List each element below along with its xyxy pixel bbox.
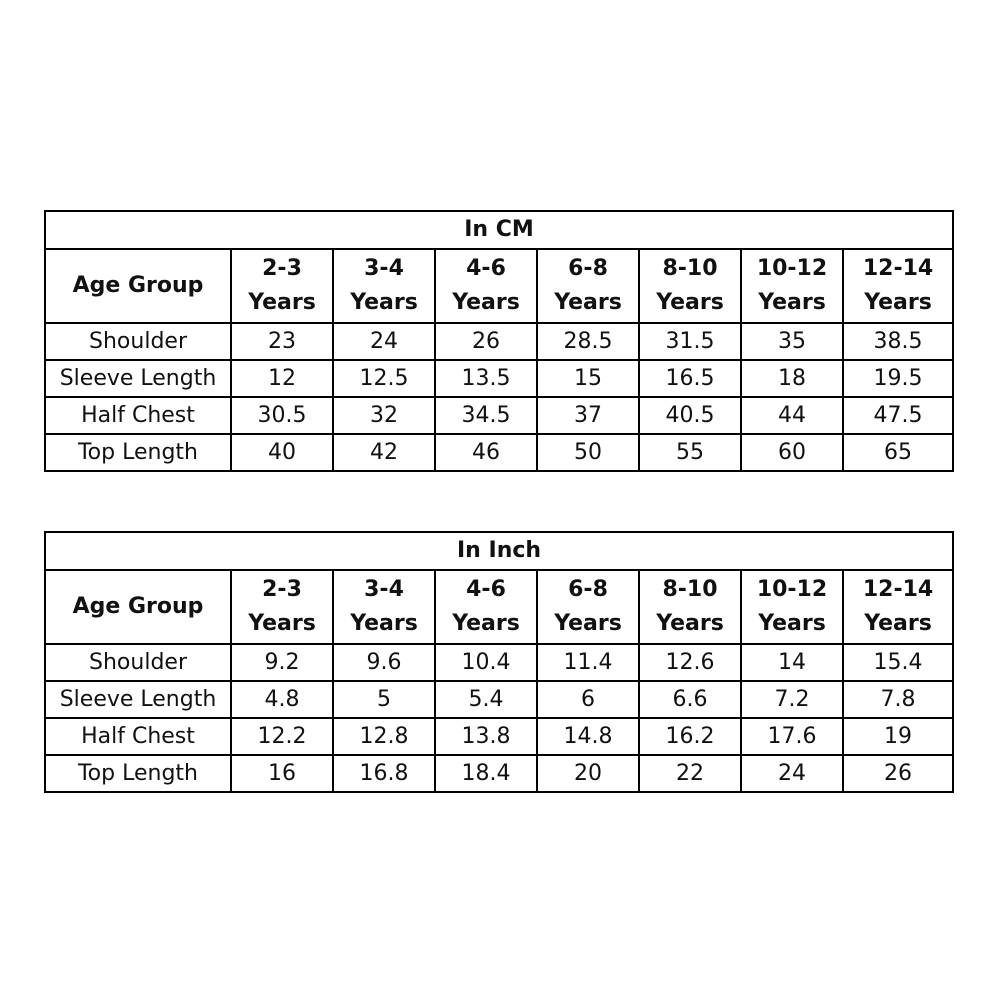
table-row: [45, 644, 953, 681]
table-cell: 12.6: [639, 644, 741, 681]
age-unit: Years: [248, 290, 316, 315]
table-cell: 9.2: [231, 644, 333, 681]
age-unit: Years: [452, 611, 520, 636]
age-unit: Years: [554, 290, 622, 315]
table-cell: 32: [333, 397, 435, 434]
age-unit: Years: [350, 290, 418, 315]
age-range: 4-6: [466, 256, 506, 281]
table-cell: 11.4: [537, 644, 639, 681]
table-cell: 20: [537, 755, 639, 792]
table-header-row: [45, 249, 953, 323]
table-cell: 13.8: [435, 718, 537, 755]
table-cell: 35: [741, 323, 843, 360]
age-unit: Years: [758, 290, 826, 315]
table-cell: 5: [333, 681, 435, 718]
age-unit: Years: [656, 611, 724, 636]
age-unit: Years: [864, 290, 932, 315]
table-cell: 10.4: [435, 644, 537, 681]
age-unit: Years: [248, 611, 316, 636]
table-cell: 14.8: [537, 718, 639, 755]
column-header: [639, 249, 741, 323]
table-cell: 6.6: [639, 681, 741, 718]
table-header-row: [45, 570, 953, 644]
column-header: [435, 570, 537, 644]
table-row: [45, 434, 953, 471]
age-range: 10-12: [756, 256, 828, 281]
table-cell: 42: [333, 434, 435, 471]
table-row: [45, 360, 953, 397]
column-header: [537, 249, 639, 323]
column-header: [231, 249, 333, 323]
table-cell: 17.6: [741, 718, 843, 755]
age-range: 12-14: [862, 256, 934, 281]
size-table-inch: [44, 531, 954, 793]
age-range: 8-10: [662, 577, 718, 602]
table-cell: 16: [231, 755, 333, 792]
age-range: 2-3: [262, 577, 302, 602]
table-title-row: [45, 211, 953, 249]
column-header: [843, 249, 953, 323]
column-header: [435, 249, 537, 323]
column-header: [843, 570, 953, 644]
age-group-header: Age Group: [45, 249, 231, 323]
row-label-top-length: Top Length: [45, 434, 231, 471]
table-cell: 46: [435, 434, 537, 471]
table-cell: 22: [639, 755, 741, 792]
table-cell: 16.2: [639, 718, 741, 755]
table-row: [45, 681, 953, 718]
column-header: [537, 570, 639, 644]
table-cell: 44: [741, 397, 843, 434]
table-cell: 50: [537, 434, 639, 471]
table-cell: 9.6: [333, 644, 435, 681]
age-unit: Years: [656, 290, 724, 315]
table-cell: 7.2: [741, 681, 843, 718]
table-cell: 24: [333, 323, 435, 360]
age-unit: Years: [554, 611, 622, 636]
table-row: [45, 397, 953, 434]
age-group-header: Age Group: [45, 570, 231, 644]
table-cell: 16.8: [333, 755, 435, 792]
table-cell: 31.5: [639, 323, 741, 360]
table-cell: 65: [843, 434, 953, 471]
table-title: In CM: [45, 211, 953, 249]
table-cell: 55: [639, 434, 741, 471]
table-cell: 30.5: [231, 397, 333, 434]
column-header: [231, 570, 333, 644]
table-cell: 15.4: [843, 644, 953, 681]
table-cell: 28.5: [537, 323, 639, 360]
table-cell: 4.8: [231, 681, 333, 718]
column-header: [741, 570, 843, 644]
table-cell: 24: [741, 755, 843, 792]
table-cell: 34.5: [435, 397, 537, 434]
age-range: 10-12: [756, 577, 828, 602]
age-range: 3-4: [364, 577, 404, 602]
column-header: [333, 249, 435, 323]
age-unit: Years: [350, 611, 418, 636]
table-cell: 13.5: [435, 360, 537, 397]
table-cell: 40: [231, 434, 333, 471]
table-cell: 40.5: [639, 397, 741, 434]
table-cell: 38.5: [843, 323, 953, 360]
row-label-half-chest: Half Chest: [45, 718, 231, 755]
table-cell: 5.4: [435, 681, 537, 718]
table-row: [45, 718, 953, 755]
table-cell: 19: [843, 718, 953, 755]
age-unit: Years: [758, 611, 826, 636]
size-table-cm: [44, 210, 954, 472]
table-cell: 26: [843, 755, 953, 792]
row-label-sleeve-length: Sleeve Length: [45, 681, 231, 718]
age-unit: Years: [864, 611, 932, 636]
age-range: 6-8: [568, 256, 608, 281]
table-cell: 7.8: [843, 681, 953, 718]
table-cell: 18.4: [435, 755, 537, 792]
table-cell: 12.2: [231, 718, 333, 755]
age-range: 2-3: [262, 256, 302, 281]
table-cell: 15: [537, 360, 639, 397]
table-cell: 26: [435, 323, 537, 360]
table-cell: 60: [741, 434, 843, 471]
table-title-row: [45, 532, 953, 570]
row-label-half-chest: Half Chest: [45, 397, 231, 434]
table-cell: 12.5: [333, 360, 435, 397]
table-row: [45, 755, 953, 792]
table-cell: 19.5: [843, 360, 953, 397]
table-cell: 23: [231, 323, 333, 360]
row-label-sleeve-length: Sleeve Length: [45, 360, 231, 397]
row-label-shoulder: Shoulder: [45, 644, 231, 681]
table-cell: 6: [537, 681, 639, 718]
age-range: 12-14: [862, 577, 934, 602]
table-title: In Inch: [45, 532, 953, 570]
row-label-top-length: Top Length: [45, 755, 231, 792]
table-cell: 16.5: [639, 360, 741, 397]
table-cell: 12.8: [333, 718, 435, 755]
column-header: [333, 570, 435, 644]
table-cell: 12: [231, 360, 333, 397]
age-range: 8-10: [662, 256, 718, 281]
table-cell: 14: [741, 644, 843, 681]
age-range: 3-4: [364, 256, 404, 281]
table-cell: 37: [537, 397, 639, 434]
column-header: [741, 249, 843, 323]
table-cell: 47.5: [843, 397, 953, 434]
age-unit: Years: [452, 290, 520, 315]
age-range: 4-6: [466, 577, 506, 602]
column-header: [639, 570, 741, 644]
age-range: 6-8: [568, 577, 608, 602]
table-row: [45, 323, 953, 360]
table-cell: 18: [741, 360, 843, 397]
row-label-shoulder: Shoulder: [45, 323, 231, 360]
